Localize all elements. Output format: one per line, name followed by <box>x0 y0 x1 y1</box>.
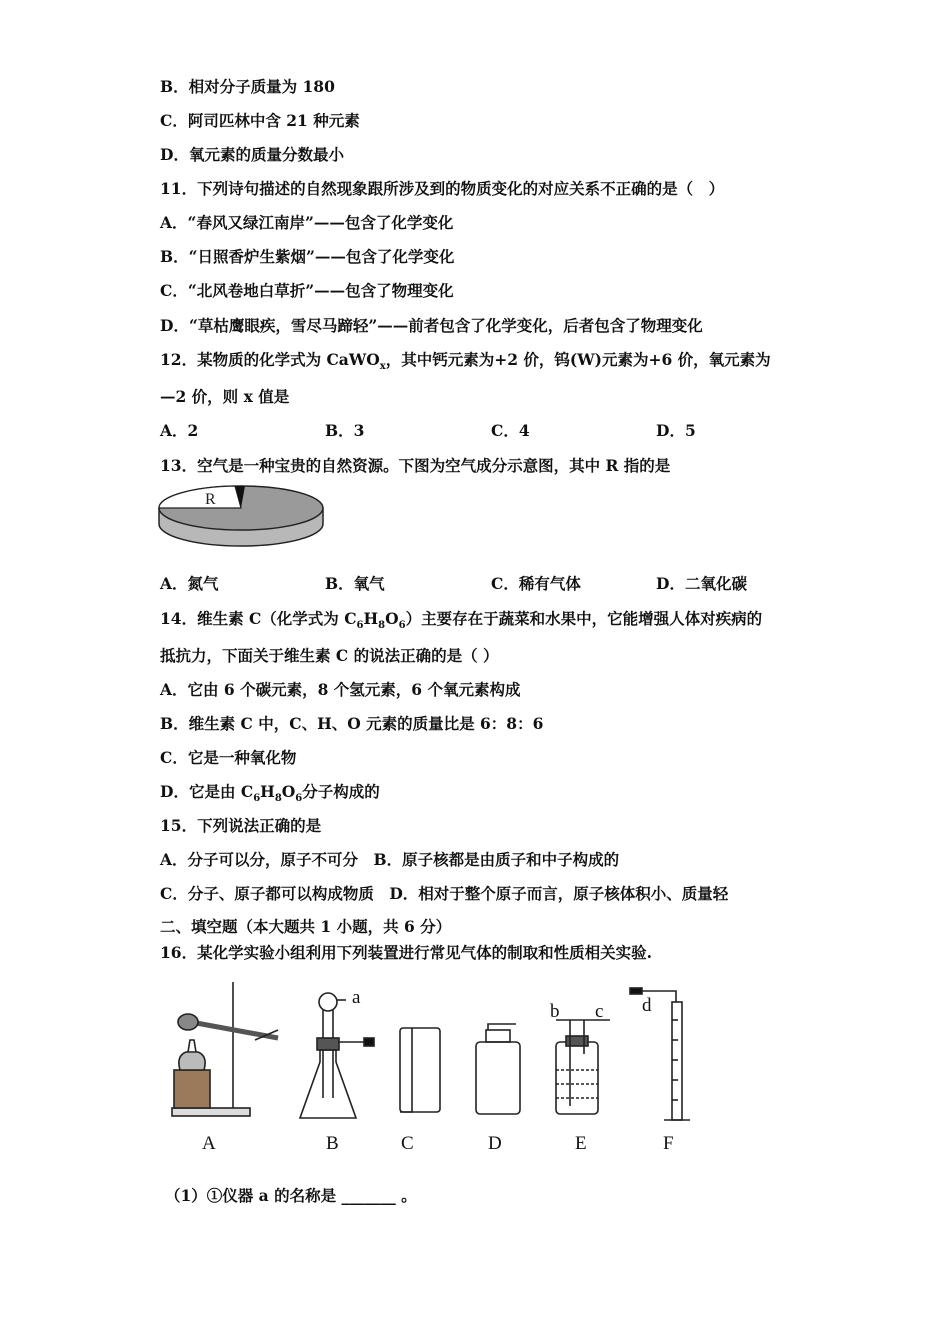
q11-option-d: D．“草枯鹰眼疾，雪尽马蹄轻”——前者包含了化学变化，后者包含了物理变化 <box>160 316 703 335</box>
q14-stem-line2: 抵抗力，下面关于维生素 C 的说法正确的是（ ） <box>160 646 499 665</box>
apparatus-label-b: B <box>326 1133 339 1154</box>
q14-option-b: B．维生素 C 中，C、H、O 元素的质量比是 6：8：6 <box>160 714 544 733</box>
formula-c: 6 <box>253 793 261 805</box>
q12-option-b: B．3 <box>325 421 365 440</box>
q13-option-b: B．氧气 <box>325 574 385 593</box>
q13-option-a: A．氮气 <box>160 574 219 593</box>
apparatus-a <box>172 982 278 1116</box>
label-b: b <box>550 1001 560 1022</box>
q15-stem: 15．下列说法正确的是 <box>160 816 322 835</box>
formula-h: 8 <box>274 793 282 805</box>
formula-h-sym: H <box>260 782 275 801</box>
apparatus-b <box>300 993 374 1118</box>
apparatus-label-c: C <box>401 1133 414 1154</box>
formula-o: 6 <box>295 793 303 805</box>
apparatus-e <box>556 1020 610 1114</box>
section-2-heading: 二、填空题（本大题共 1 小题，共 6 分） <box>160 917 452 936</box>
apparatus-label-e: E <box>575 1133 587 1154</box>
q14-stem <box>160 609 762 636</box>
q14d-suffix: 分子构成的 <box>302 782 380 801</box>
q13-stem: 13．空气是一种宝贵的自然资源。下图为空气成分示意图，其中 R 指的是 <box>160 456 671 475</box>
q14d-prefix: D．它是由 C <box>160 782 254 801</box>
pie-slice-r <box>159 486 241 508</box>
q10-option-c: C．阿司匹林中含 21 种元素 <box>160 111 360 130</box>
q11-option-a: A．“春风又绿江南岸”——包含了化学变化 <box>160 213 454 232</box>
apparatus-label-f: F <box>663 1133 674 1154</box>
q16-stem: 16．某化学实验小组利用下列装置进行常见气体的制取和性质相关实验. <box>160 943 652 962</box>
q14-suffix: ）主要存在于蔬菜和水果中，它能增强人体对疾病的 <box>405 609 763 628</box>
formula-h-sym: H <box>363 609 379 628</box>
q16-part-1: （1）①仪器 a 的名称是 _______ 。 <box>165 1186 417 1205</box>
q11-option-b: B．“日照香炉生紫烟”——包含了化学变化 <box>160 247 455 266</box>
formula-o-sym: O <box>281 782 296 801</box>
q12-stem <box>160 350 771 377</box>
formula-c: 6 <box>356 620 364 632</box>
q10-option-d: D．氧元素的质量分数最小 <box>160 145 344 164</box>
apparatus-f <box>630 988 690 1120</box>
q13-option-c: C．稀有气体 <box>491 574 581 593</box>
formula-h: 8 <box>378 620 386 632</box>
q10-option-b: B．相对分子质量为 180 <box>160 77 335 96</box>
apparatus-label-a: A <box>202 1133 216 1154</box>
apparatus-d <box>476 1024 520 1114</box>
q12-stem-line2: —2 价，则 x 值是 <box>160 387 290 406</box>
air-composition-pie <box>155 484 327 550</box>
q12-option-d: D．5 <box>656 421 696 440</box>
q14-option-c: C．它是一种氧化物 <box>160 748 297 767</box>
q12-suffix: ，其中钙元素为+2 价，钨(W)元素为+6 价，氧元素为 <box>385 350 771 369</box>
q15-options-ab: A．分子可以分，原子不可分 B．原子核都是由质子和中子构成的 <box>160 850 620 869</box>
q15-options-cd: C．分子、原子都可以构成物质 D．相对于整个原子而言，原子核体积小、质量轻 <box>160 884 729 903</box>
apparatus-c <box>400 1028 440 1112</box>
q12-option-a: A．2 <box>160 421 199 440</box>
q12-sub: x <box>379 361 386 373</box>
pie-label-r: R <box>205 491 216 508</box>
label-d: d <box>642 995 652 1016</box>
label-c: c <box>595 1001 604 1022</box>
q14-option-a: A．它由 6 个碳元素，8 个氢元素，6 个氧元素构成 <box>160 680 521 699</box>
q14-option-d <box>160 782 380 809</box>
q13-option-d: D．二氧化碳 <box>656 574 747 593</box>
label-a: a <box>352 987 361 1008</box>
apparatus-label-d: D <box>488 1133 502 1154</box>
q12-option-c: C．4 <box>491 421 530 440</box>
lab-apparatus-figure <box>160 980 720 1130</box>
formula-o: 6 <box>398 620 406 632</box>
q11-option-c: C．“北风卷地白草折”——包含了物理变化 <box>160 281 454 300</box>
formula-o-sym: O <box>385 609 399 628</box>
q12-prefix: 12．某物质的化学式为 CaWO <box>160 350 380 369</box>
q11-stem: 11．下列诗句描述的自然现象跟所涉及到的物质变化的对应关系不正确的是（ ） <box>160 179 725 198</box>
q14-prefix: 14．维生素 C（化学式为 C <box>160 609 357 628</box>
